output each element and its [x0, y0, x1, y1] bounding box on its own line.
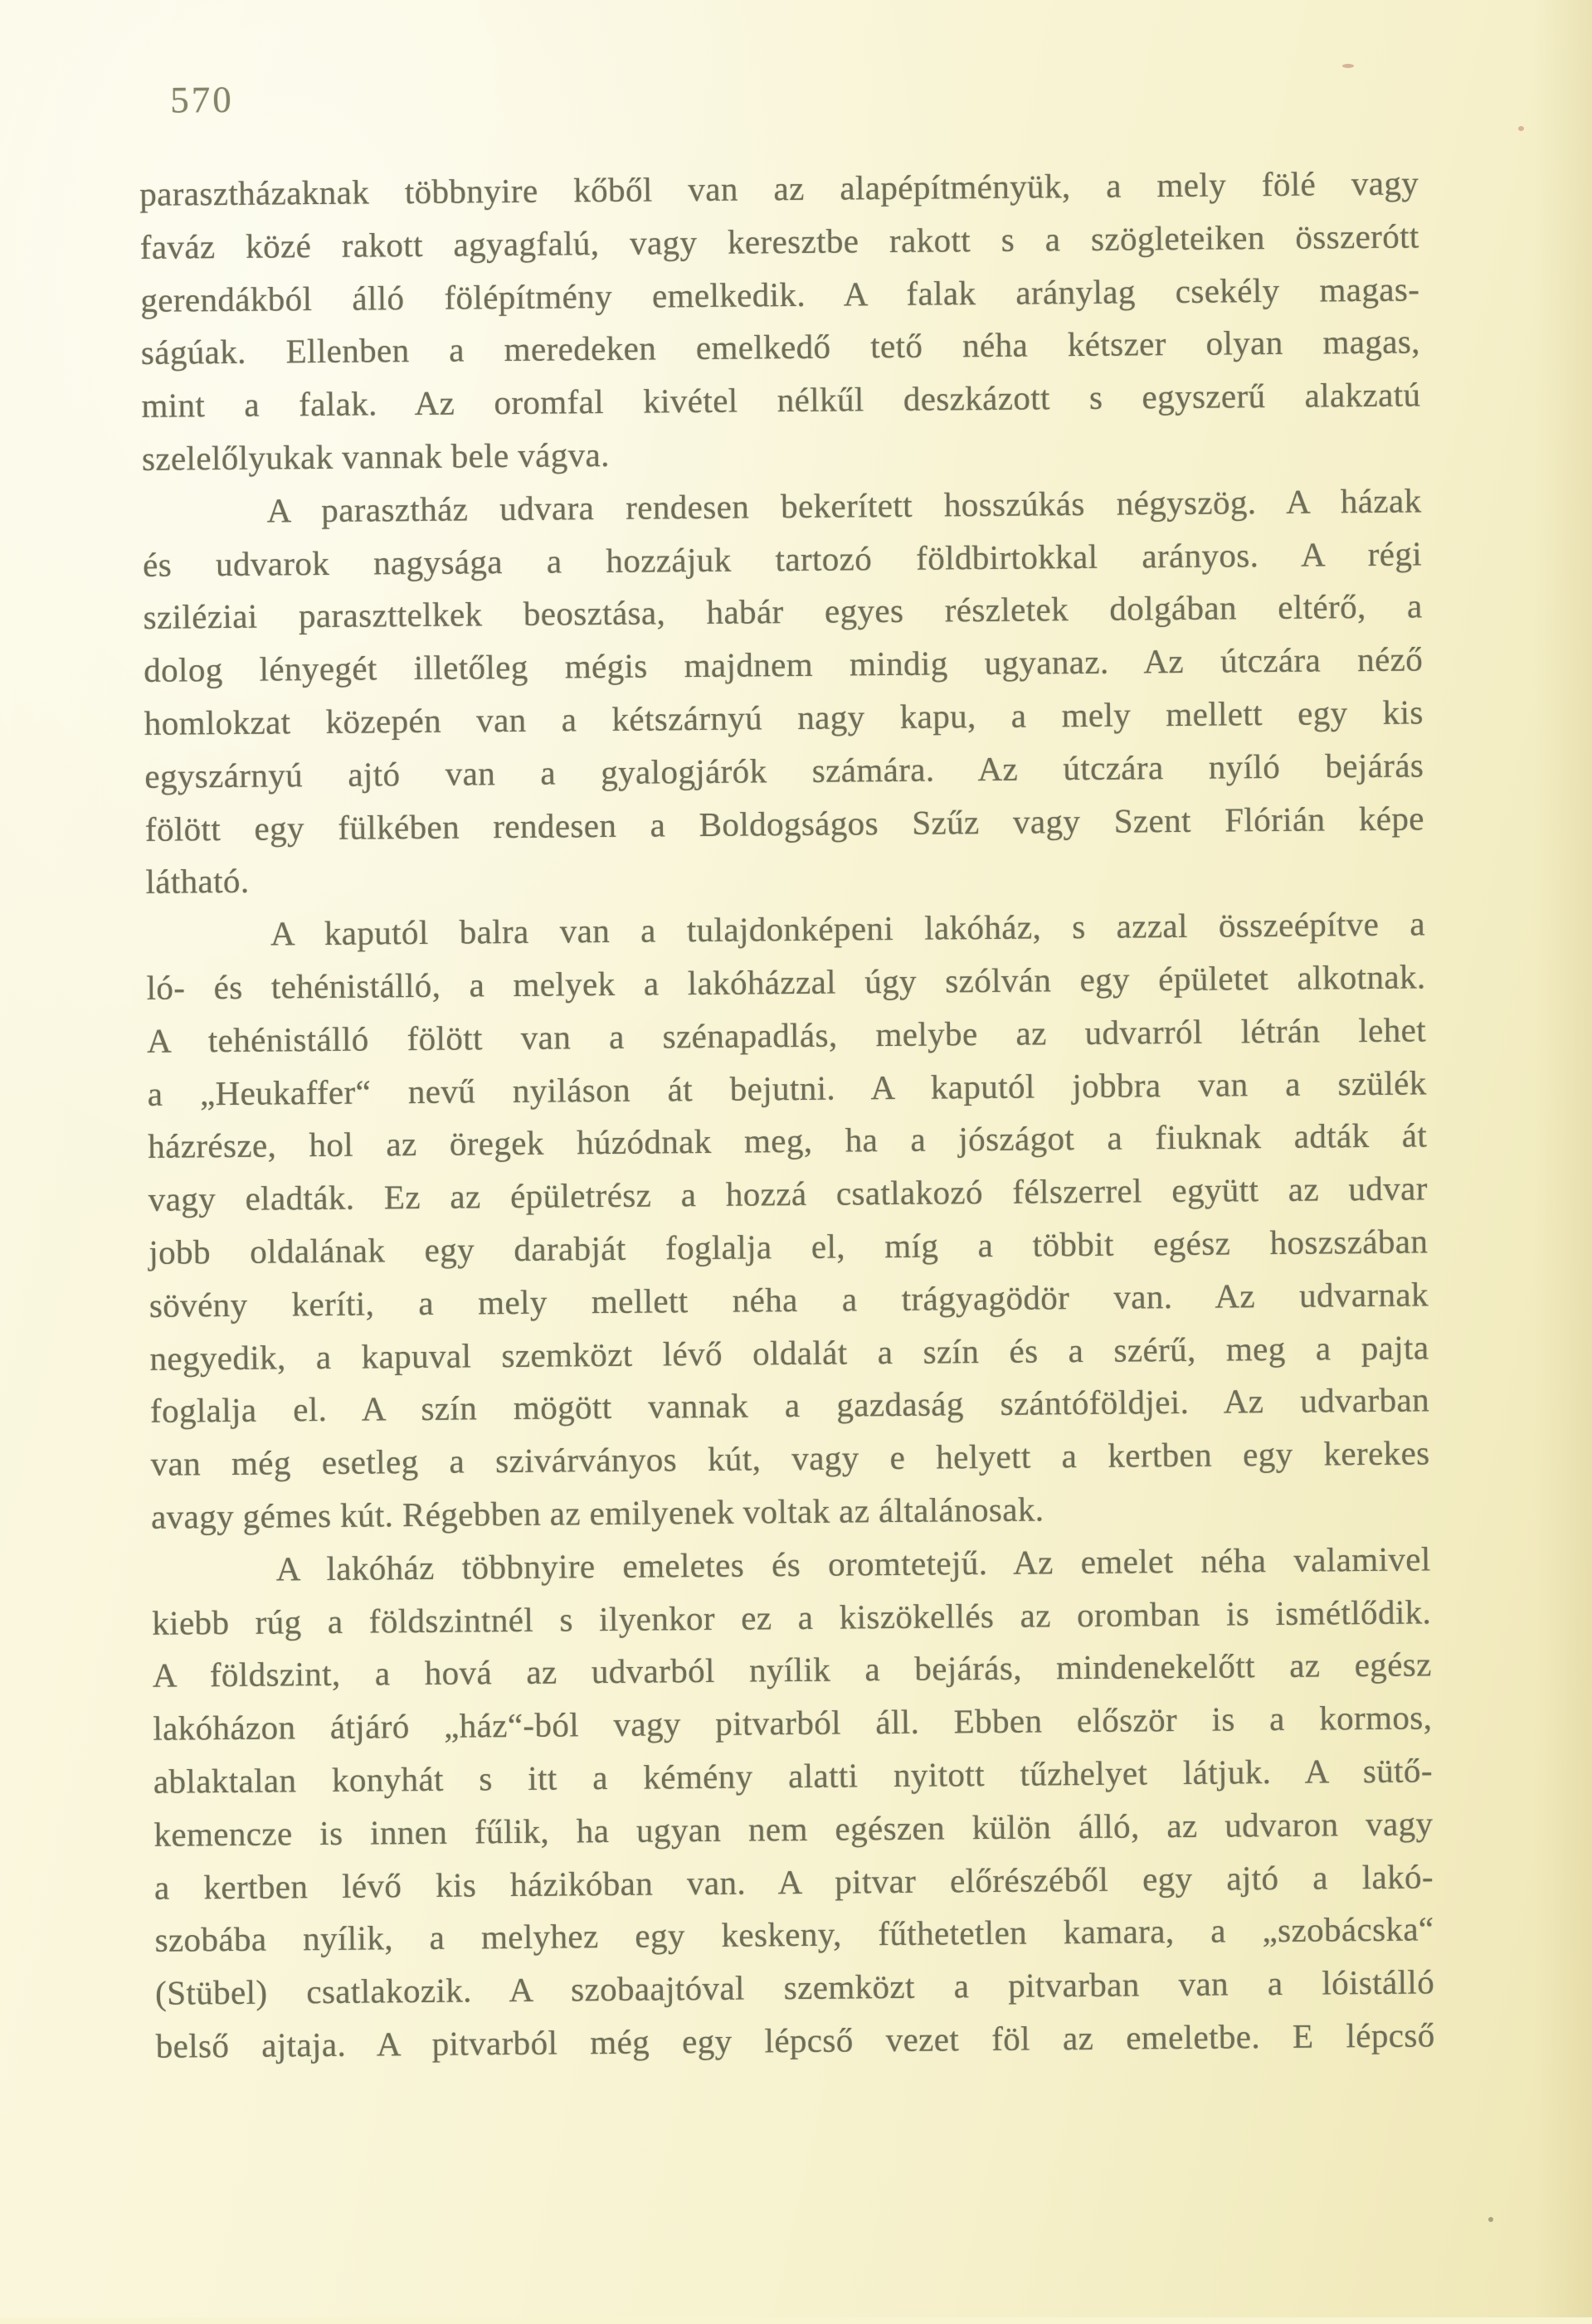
text-line: A tehénistálló fölött van a szénapadlás, melybe az udvarról létrán lehet [146, 1010, 1427, 1060]
text-line: A földszint, a hová az udvarból nyílik a bejárás, mindenekelőtt az egész [152, 1645, 1432, 1695]
text-line: belső ajtaja. A pitvarból még egy lépcső vezet föl az emeletbe. E lépcső [155, 2015, 1435, 2065]
text-line: A parasztház udvara rendesen bekerített hosszúkás négyszög. A házak [266, 481, 1422, 530]
text-line: lakóházon átjáró „ház“-ból vagy pitvarból áll. Ebben először is a kormos, [153, 1698, 1433, 1748]
text-line: homlokzat közepén van a kétszárnyú nagy kapu, a mely mellett egy kis [144, 693, 1424, 742]
text-line: foglalja el. A szín mögött vannak a gazdaság szántóföldjei. Az udvarban [149, 1380, 1430, 1431]
text-line: vagy eladták. Ez az épületrész a hozzá csatlakozó félszerrel együtt az udvar [148, 1169, 1428, 1218]
text-line: a kertben lévő kis házikóban van. A pitvar előrészéből egy ajtó a lakó- [153, 1856, 1434, 1907]
text-line: mint a falak. Az oromfal kivétel nélkűl deszkázott s egyszerű alakzatú [141, 375, 1421, 425]
page-number: 570 [170, 78, 234, 121]
text-line: faváz közé rakott agyagfalú, vagy keresztbe rakott s a szögleteiken összerótt [139, 216, 1419, 266]
text-line: sövény keríti, a mely mellett néha a trágyagödör van. Az udvarnak [148, 1275, 1429, 1325]
text-line: gerendákból álló fölépítmény emelkedik. A falak aránylag csekély magas- [140, 270, 1420, 319]
text-line: sziléziai paraszttelkek beosztása, habár egyes részletek dolgában eltérő, a [143, 586, 1423, 637]
text-line: házrésze, hol az öregek húzódnak meg, ha a jószágot a fiuknak adták át [148, 1116, 1428, 1166]
text-line: ablaktalan konyhát s itt a kémény alatti nyitott tűzhelyet látjuk. A sütő- [153, 1751, 1434, 1801]
text-line: kiebb rúg a földszintnél s ilyenkor ez a kiszökellés az oromban is ismétlődik. [152, 1592, 1432, 1642]
text-line: A kaputól balra van a tulajdonképeni lakóház, s azzal összeépítve a [270, 904, 1426, 953]
text-line: avagy gémes kút. Régebben az emilyenek voltak az általánosak. [150, 1490, 1044, 1536]
text-line: egyszárnyú ajtó van a gyalogjárók számára. Az útczára nyíló bejárás [144, 746, 1424, 795]
text-line: ló- és tehénistálló, a melyek a lakóházzal úgy szólván egy épületet alkotnak. [146, 957, 1426, 1007]
text-line: fölött egy fülkében rendesen a Boldogságos Szűz vagy Szent Flórián képe [144, 798, 1425, 848]
text-line: jobb oldalának egy darabját foglalja el, míg a többit egész hoszszában [148, 1222, 1429, 1271]
text-line: kemencze is innen fűlik, ha ugyan nem egészen külön álló, az udvaron vagy [153, 1804, 1434, 1854]
text-line: parasztházaknak többnyire kőből van az alapépítményük, a mely fölé vagy [139, 163, 1419, 213]
text-line: látható. [145, 862, 250, 902]
body-text-block [139, 157, 1435, 2073]
text-line: és udvarok nagysága a hozzájuk tartozó földbirtokkal arányos. A régi [142, 533, 1423, 584]
text-line: van még esetleg a szivárványos kút, vagy e helyett a kertben egy kerekes [150, 1433, 1430, 1483]
text-line: ságúak. Ellenben a meredeken emelkedő tető néha kétszer olyan magas, [140, 322, 1421, 372]
text-line: a „Heukaffer“ nevű nyiláson át bejutni. A kaputól jobbra van a szülék [147, 1062, 1427, 1113]
text-line: (Stübel) csatlakozik. A szobaajtóval szemközt a pitvarban van a lóistálló [154, 1962, 1435, 2012]
text-line: szobába nyílik, a melyhez egy keskeny, fűthetetlen kamara, a „szobácska“ [154, 1909, 1434, 1960]
text-line: dolog lényegét illetőleg mégis majdnem mindig ugyanaz. Az útczára néző [144, 639, 1424, 690]
text-line: szelelőlyukak vannak bele vágva. [141, 435, 611, 478]
text-line: negyedik, a kapuval szemközt lévő oldalát a szín és a szérű, meg a pajta [149, 1327, 1429, 1378]
text-line: A lakóház többnyire emeletes és oromtetejű. Az emelet néha valamivel [275, 1539, 1431, 1588]
